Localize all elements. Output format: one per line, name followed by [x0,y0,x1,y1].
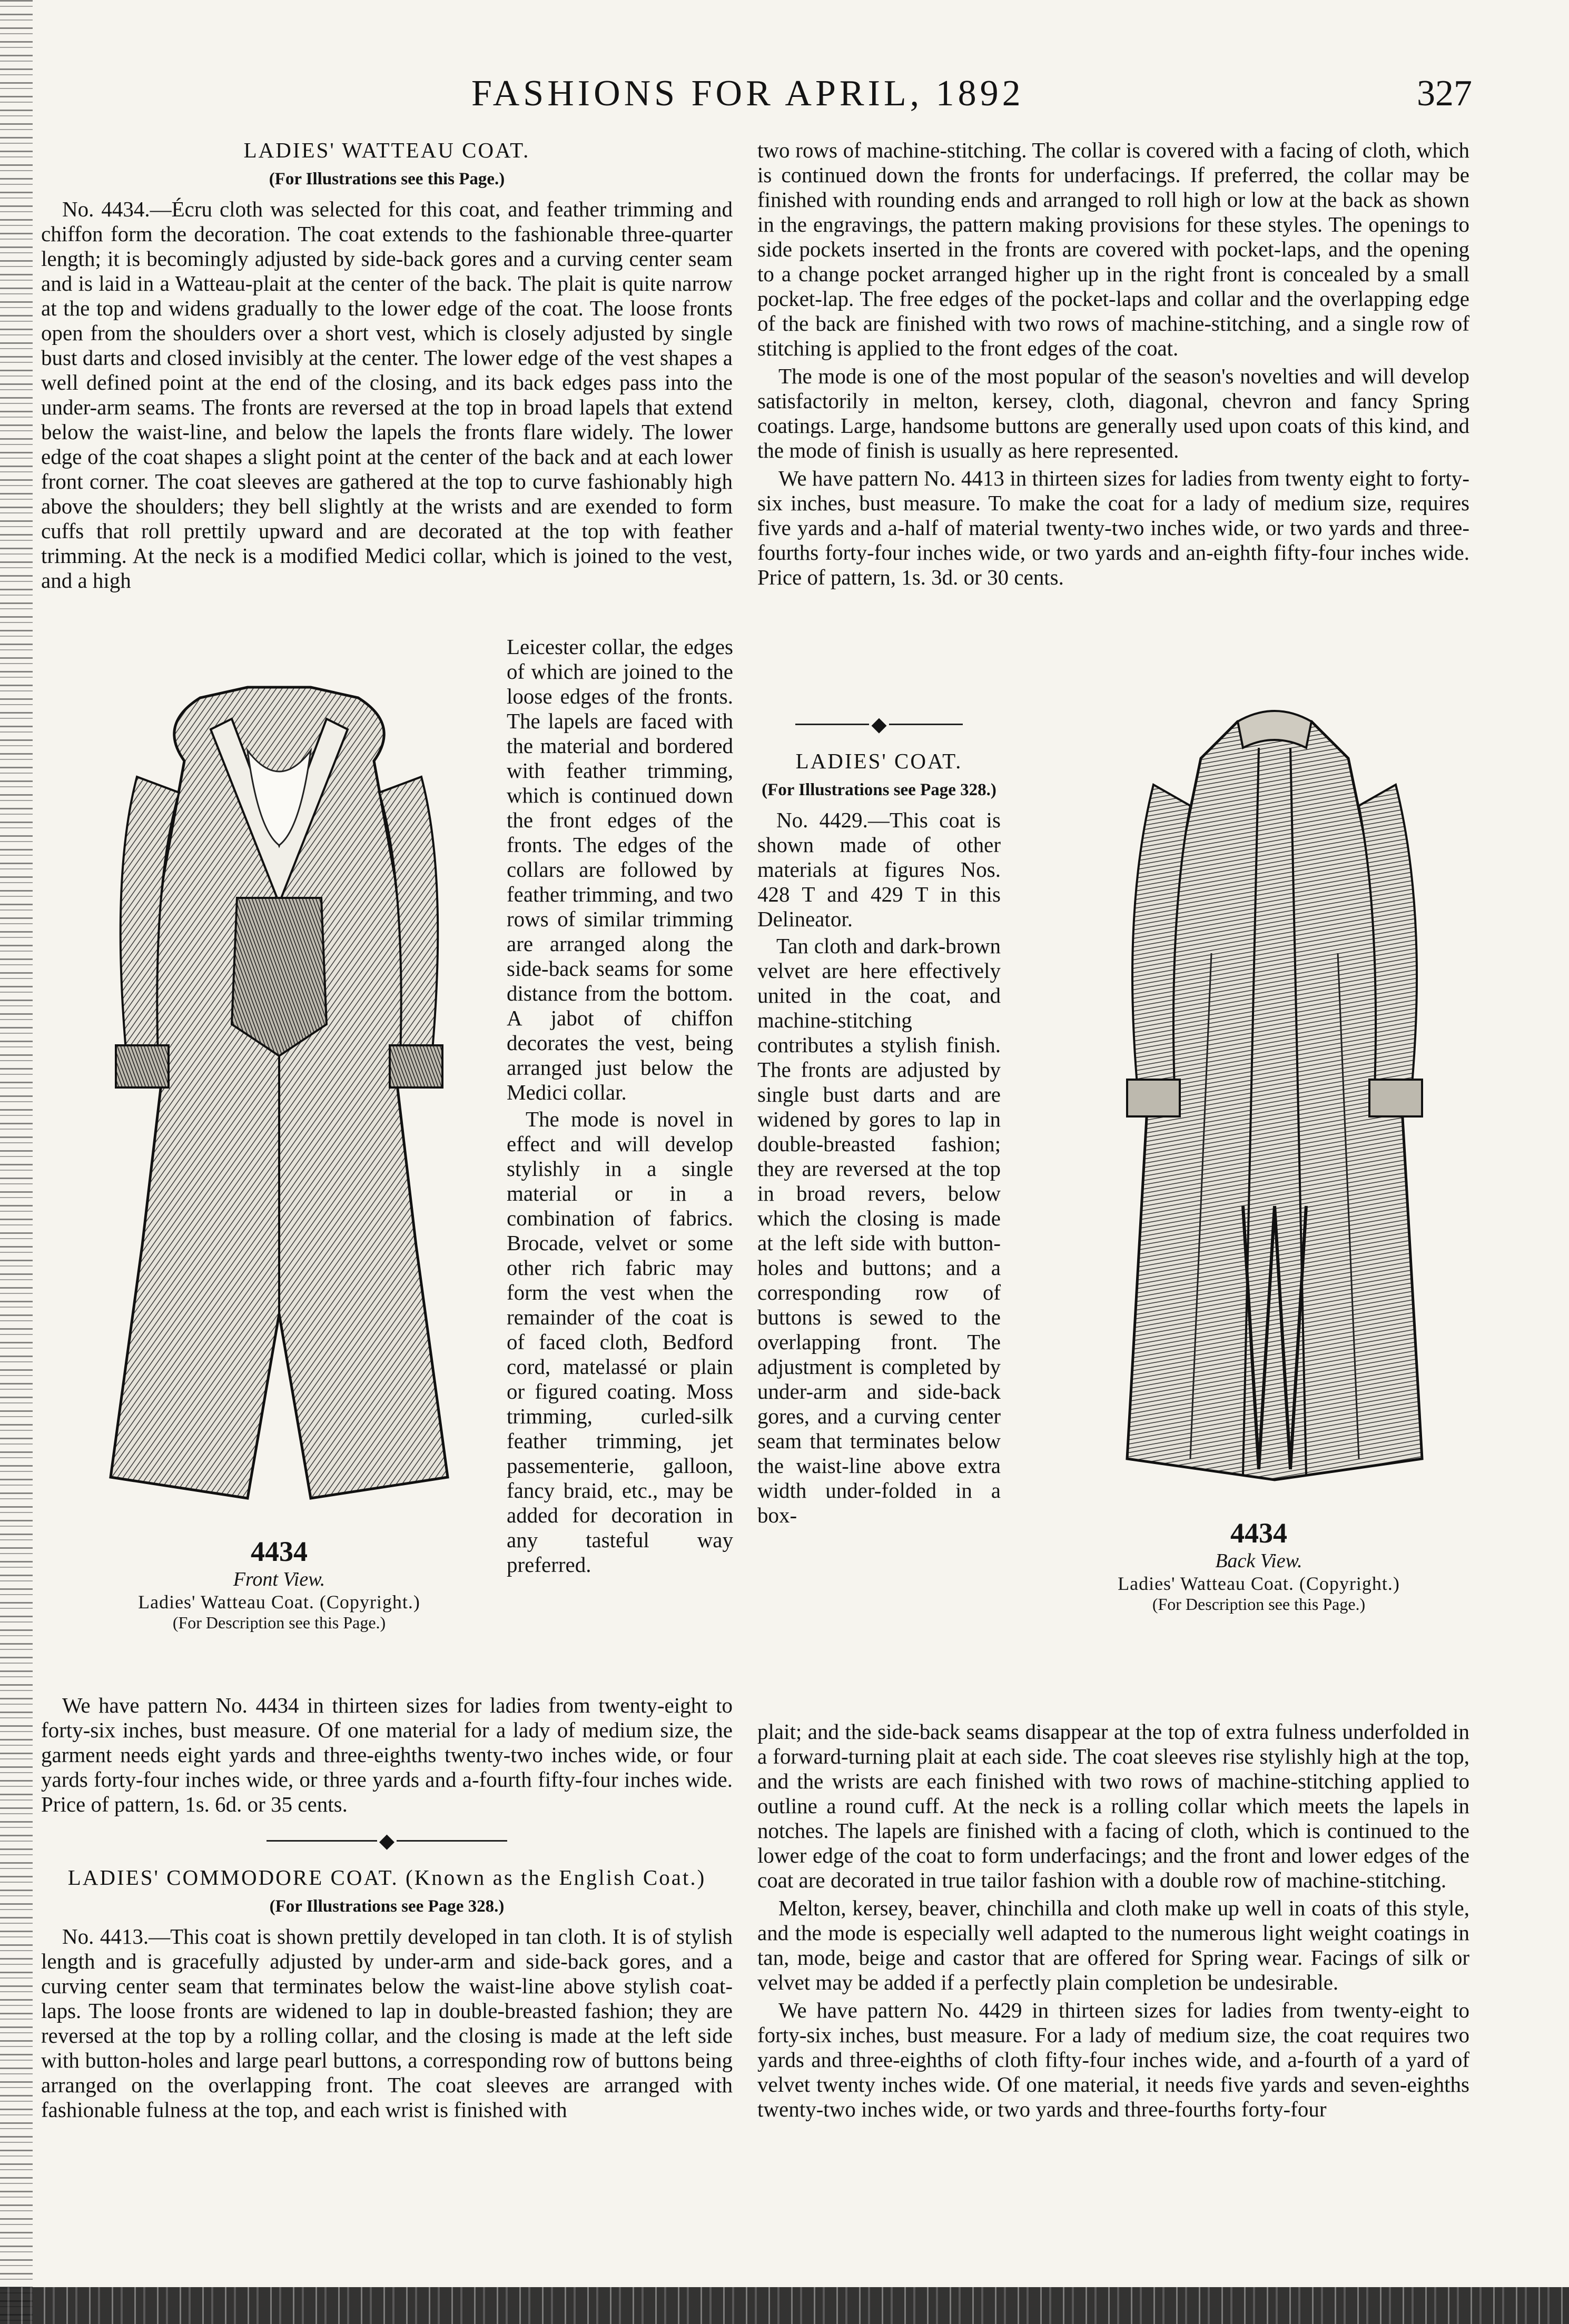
watteau-paragraph-1: No. 4434.—Écru cloth was selected for this coat, and feather trimming and chiffon form the decoration. The coat extends to the fashionable three-quarter length; it is becomingly adjusted by side-back gores and a curving center seam and is laid in a Watteau-plait at the center of the back. The plait is quite narrow at the top and widens gradually to the lower edge of the coat. The loose fronts open from the shoulders over a short vest, which is closely adjusted by single bust darts and closed invisibly at the center. The lower edge of the vest shapes a well defined point at the end of the closing, and its back edges pass into the under-arm seams. The fronts are reversed at the top in broad lapels that extend below the waist-line, and below the lapels the fronts flare widely. The lower edge of the coat shapes a slight point at the center of the back and at each lower front corner. The coat sleeves are gathered at the top to curve fashionably high above the shoulders; they bell slightly at the wrists and are exended to form cuffs that roll prettily upward and are decorated at the top with feather trimming. At the neck is a modified Medici collar, which is joined to the vest, and a high [41,197,733,592]
scan-bottom-smudge [0,2287,1569,2324]
page-header [0,73,1569,120]
figure-front-desc: (For Description see this Page.) [172,1613,386,1632]
ladies-coat-subhead: (For Illustrations see Page 328.) [762,780,996,799]
watteau-paragraph-2: The mode is novel in effect and will develop stylishly in a single material or in a combination of fabrics. Brocade, velvet or some other rich fabric may form the vest when the remainder of the coat is of faced cloth, Bedford cord, matelassé or plain or figured coating. Moss trimming, curled-silk feather trimming, jet passementerie, galloon, fancy braid, etc., may be added for decoration in any tasteful way preferred. [507,1107,733,1577]
commodore-heading: LADIES' COMMODORE COAT. (Known as the English Coat.) [67,1865,706,1890]
figure-back-caption [1027,1517,1491,1614]
watteau-subhead: (For Illustrations see this Page.) [269,170,505,189]
commodore-paragraph-1: No. 4413.—This coat is shown prettily developed in tan cloth. It is of stylish length and is gracefully adjusted by under-arm and side-back gores, and a curving center seam that terminates below the waist-line above stylish coat-laps. The loose fronts are widened to lap in double-breasted fashion; they are reversed at the top by a rolling collar, and the closing is made at the left side with button-holes and large pearl buttons, a corresponding row of buttons being arranged on the overlapping front. The coat sleeves are arranged with fashionable fulness at the top, and each wrist is finished with [41,1924,733,2122]
page-number: 327 [1417,73,1472,114]
watteau-paragraph-1-continued: Leicester collar, the edges of which are joined to the loose edges of the fronts. The lapels are faced with the material and bordered with feather trimming, which is continued down the front edges of the fronts. The edges of the collars are followed by feather trimming, and two rows of similar trimming are arranged along the side-back seams for some distance from the bottom. A jabot of chiffon decorates the vest, being arranged just below the Medici collar. [507,635,733,1104]
left-column-bottom [41,1693,733,2125]
section-divider: ◆ [41,1828,733,1852]
right-column-top [757,138,1469,593]
commodore-paragraph-2: The mode is one of the most popular of the season's novelties and will develop satisfactorily in melton, kersey, cloth, diagonal, chevron and fancy Spring coatings. Large, handsome buttons are generally used upon coats of this kind, and the mode of finish is usually as here represented. [757,364,1469,462]
figure-back-desc: (For Description see this Page.) [1152,1595,1366,1614]
figure-front-title: Ladies' Watteau Coat. (Copyright.) [138,1591,420,1613]
watteau-heading: LADIES' WATTEAU COAT. [243,138,530,162]
watteau-narrow-column [507,635,733,1579]
coat-front-illustration [79,656,479,1519]
left-column-top [41,138,733,596]
ladies-coat-narrow-column [757,700,1001,1530]
ladies-coat-paragraph-2: Tan cloth and dark-brown velvet are here effectively united in the coat, and machine-stitching contributes a stylish finish. The fronts are adjusted by single bust darts and are widened by gores to lap in double-breasted fashion; they are reversed at the top in broad revers, below which the closing is made at the left side with button-holes and buttons; and a corresponding row of buttons is sewed to the overlapping front. The adjustment is completed by under-arm and side-back gores, and a curving center seam that terminates below the waist-line above extra width under-folded in a box- [757,933,1001,1527]
commodore-paragraph-1-continued: two rows of machine-stitching. The collar is covered with a facing of cloth, which is continued down the fronts for underfacings. If preferred, the collar may be finished with rounding ends and arranged to roll high or low at the back as shown in the engravings, the pattern making provisions for these styles. The openings to side pockets inserted in the fronts are covered with pocket-laps, and the opening to a change pocket arranged higher up in the right front is concealed by a small pocket-lap. The free edges of the pocket-laps and collar and the overlapping edge of the back are finished with two rows of machine-stitching, and a single row of stitching is applied to the front edges of the coat. [757,138,1469,360]
ladies-coat-paragraph-2-continued: plait; and the side-back seams disappear at the top of extra fulness underfolded in a forward-turning plait at each side. The coat sleeves rise stylishly high at the top, and the wrists are each finished with two rows of machine-stitching applied to outline a round cuff. At the neck is a rolling collar which meets the lapels in notches. The lapels are finished with a facing of cloth, which is continued to the lower edge of the coat to form underfacings; and the front and lower edges of the coat are decorated in true tailor fashion with a double row of machine-stitching. [757,1719,1469,1892]
figure-front-caption [79,1535,479,1633]
figure-front-view-label: Front View. [233,1568,325,1590]
figure-back-title: Ladies' Watteau Coat. (Copyright.) [1118,1573,1400,1594]
ladies-coat-heading: LADIES' COAT. [795,748,963,773]
figure-front-view [79,656,479,1519]
scan-margin-smudge [0,0,33,2324]
watteau-paragraph-3: We have pattern No. 4434 in thirteen sizes for ladies from twenty-eight to forty-six inches, bust measure. Of one material for a lady of medium size, the garment needs eight yards and three-eighths twenty-two inches wide, or four yards forty-four inches wide, or three yards and a-fourth fifty-four inches wide. Price of pattern, 1s. 6d. or 35 cents. [41,1693,733,1816]
commodore-paragraph-3: We have pattern No. 4413 in thirteen sizes for ladies from twenty eight to forty-six inches, bust measure. To make the coat for a lady of medium size, requires five yards and a-half of material twenty-two inches wide, or two yards and three-fourths forty-four inches wide, or two yards and an-eighth fifty-four inches wide. Price of pattern, 1s. 3d. or 30 cents. [757,466,1469,589]
figure-front-number: 4434 [251,1536,308,1567]
running-title: FASHIONS FOR APRIL, 1892 [471,73,1024,114]
figure-back-number: 4434 [1230,1517,1287,1549]
commodore-subhead: (For Illustrations see Page 328.) [269,1896,505,1916]
figure-back-view-label: Back View. [1215,1550,1302,1572]
ladies-coat-paragraph-4: We have pattern No. 4429 in thirteen sizes for ladies from twenty-eight to forty-six inches, bust measure. For a lady of medium size, the coat requires two yards and three-eighths of cloth fifty-four inches wide, and a-fourth of a yard of velvet twenty inches wide. Of one material, it needs five yards and seven-eighths twenty-two inches wide, or two yards and three-fourths forty-four [757,1998,1469,2121]
ladies-coat-paragraph-3: Melton, kersey, beaver, chinchilla and cloth make up well in coats of this style, and the mode is especially well adapted to the numerous light weight coatings in tan, mode, beige and castor that are offered for Spring wear. Facings of silk or velvet may be added if a perfectly plain completion be undesirable. [757,1896,1469,1994]
figure-back-view [1085,690,1464,1511]
coat-back-illustration [1085,690,1464,1511]
section-divider-2: ◆ [757,712,1001,735]
right-column-bottom [757,1719,1469,2125]
ladies-coat-paragraph-1: No. 4429.—This coat is shown made of other materials at figures Nos. 428 T and 429 T in this Delineator. [757,807,1001,931]
